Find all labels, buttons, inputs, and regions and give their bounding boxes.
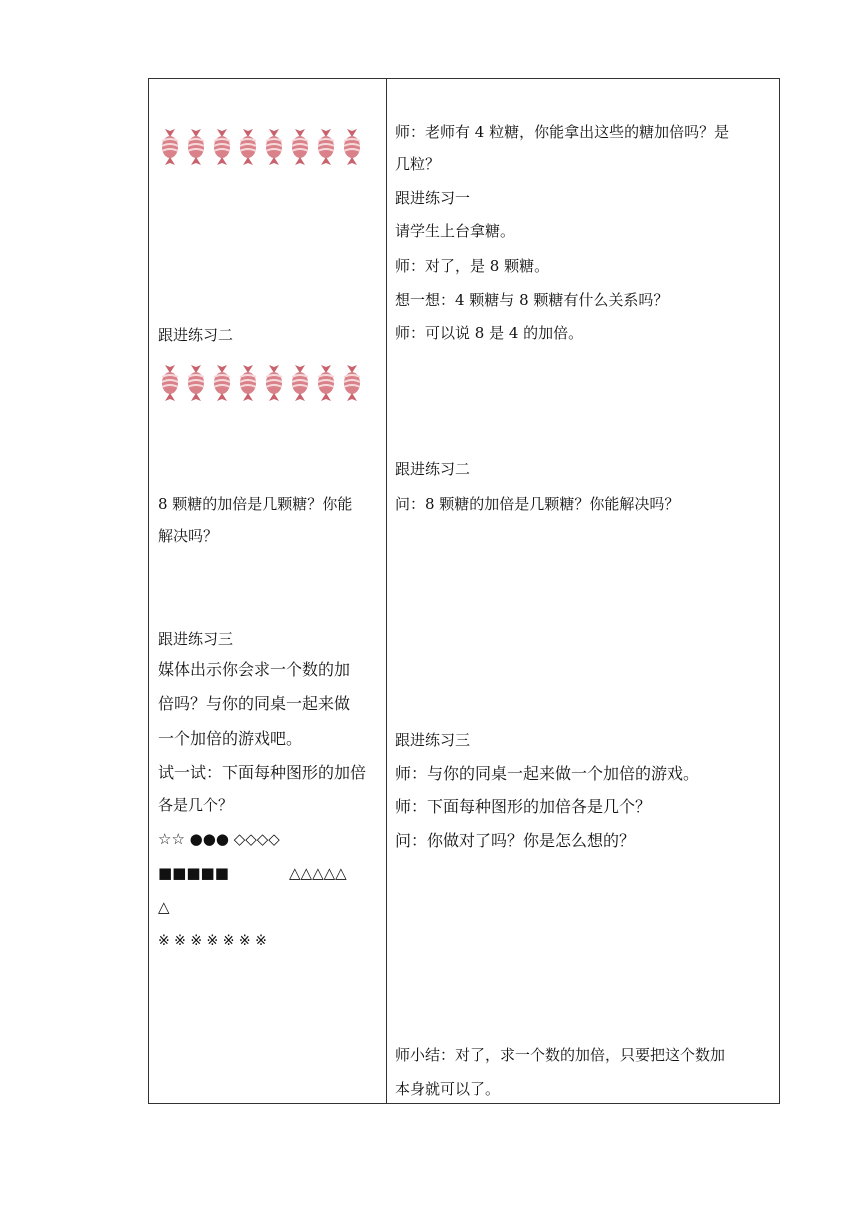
left-media-line2: 倍吗？与你的同桌一起来做 — [158, 694, 351, 713]
candy-icon — [209, 363, 235, 403]
candy-icon — [183, 363, 209, 403]
left-practice2-title: 跟进练习二 — [158, 326, 234, 344]
right-practice1-title: 跟进练习一 — [395, 189, 471, 207]
right-ask-correct: 问：你做对了吗？你是怎么想的？ — [395, 831, 636, 850]
right-summary-line1: 师小结：对了，求一个数的加倍，只要把这个数加 — [395, 1046, 726, 1064]
shapes-row-3: △ — [158, 898, 170, 916]
candy-icon — [235, 363, 261, 403]
left-practice2-question-line2: 解决吗？ — [158, 527, 219, 545]
candy-icon — [235, 127, 261, 167]
candy-icon — [313, 363, 339, 403]
candy-icon — [209, 127, 235, 167]
right-practice2-title: 跟进练习二 — [395, 460, 471, 478]
right-teacher-shapes: 师：下面每种图形的加倍各是几个？ — [395, 797, 652, 816]
lesson-table — [148, 78, 780, 1104]
column-divider — [386, 79, 387, 1103]
left-try-line1: 试一试：下面每种图形的加倍 — [158, 763, 367, 782]
candy-icon — [261, 127, 287, 167]
left-try-line2: 各是几个？ — [158, 796, 234, 814]
candy-icon — [261, 363, 287, 403]
candy-icon — [287, 127, 313, 167]
left-practice2-question-line1: 8 颗糖的加倍是几颗糖？你能 — [158, 495, 353, 513]
candy-row-top — [157, 127, 365, 167]
right-practice3-title: 跟进练习三 — [395, 731, 471, 749]
candy-row-bottom — [157, 363, 365, 403]
right-practice2-ask: 问：8 颗糖的加倍是几颗糖？你能解决吗？ — [395, 495, 680, 513]
left-media-line1: 媒体出示你会求一个数的加 — [158, 660, 351, 679]
candy-icon — [339, 363, 365, 403]
right-teacher-question-line2: 几粒？ — [395, 155, 441, 173]
shapes-row-2-triangles: △△△△△ — [289, 864, 347, 882]
right-teacher-question-line1: 师：老师有 4 粒糖，你能拿出这些的糖加倍吗？是 — [395, 123, 730, 141]
right-teacher-game: 师：与你的同桌一起来做一个加倍的游戏。 — [395, 764, 700, 783]
left-practice3-title: 跟进练习三 — [158, 630, 234, 648]
left-media-line3: 一个加倍的游戏吧。 — [158, 729, 303, 748]
right-teacher-correct: 师：对了，是 8 颗糖。 — [395, 257, 550, 275]
right-teacher-double: 师：可以说 8 是 4 的加倍。 — [395, 324, 584, 342]
candy-icon — [287, 363, 313, 403]
right-ask-student: 请学生上台拿糖。 — [395, 222, 516, 240]
shapes-row-2-squares: ■■■■■ — [158, 864, 229, 882]
candy-icon — [313, 127, 339, 167]
candy-icon — [339, 127, 365, 167]
shapes-row-1: ☆☆ ●●● ◇◇◇◇ — [158, 830, 280, 848]
right-think: 想一想：4 颗糖与 8 颗糖有什么关系吗？ — [395, 291, 669, 309]
shapes-row-4: ※ ※ ※ ※ ※ ※ ※ — [158, 933, 267, 949]
right-summary-line2: 本身就可以了。 — [395, 1080, 501, 1098]
candy-icon — [157, 127, 183, 167]
candy-icon — [157, 363, 183, 403]
candy-icon — [183, 127, 209, 167]
